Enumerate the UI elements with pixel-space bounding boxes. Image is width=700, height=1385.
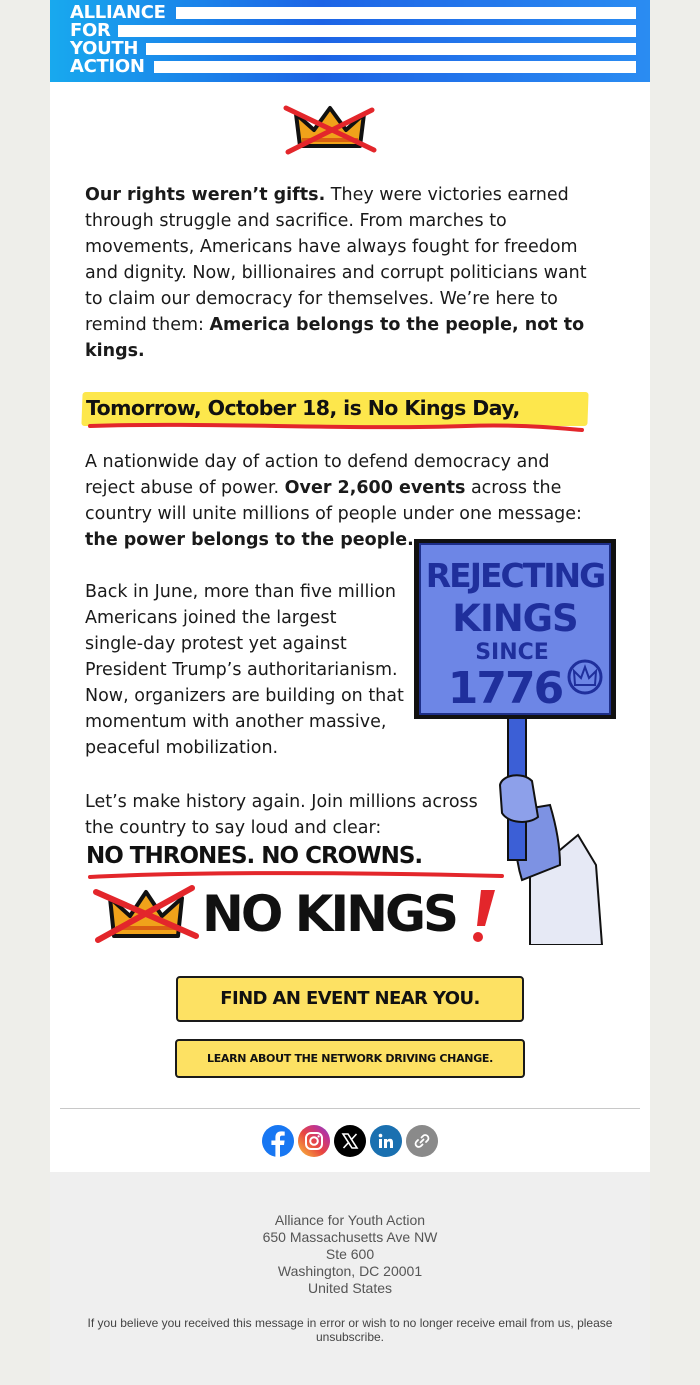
june-text: Back in June, more than five million [85,582,397,602]
intro-paragraph [85,182,587,364]
june-text: President Trump’s authoritarianism. [85,660,398,680]
action-text: reject abuse of power. [85,478,285,498]
logo-text-line: ACTION [70,56,145,77]
unsubscribe-link[interactable]: unsubscribe. [315,1330,385,1344]
instagram-icon[interactable] [298,1125,330,1157]
logo-text-line: FOR [70,20,111,41]
intro-bold-text: America belongs to the people, not to [209,315,585,335]
june-text: Americans joined the largest [85,608,337,628]
history-text: the country to say loud and clear: [85,818,382,838]
intro-bold-text: kings. [85,341,145,361]
logo-text-line: YOUTH [70,38,139,59]
sign-text: REJECTING [425,556,605,595]
footer-legal-text: If you believe you received this message in error or wish to no longer receive email from us, please [87,1316,613,1330]
slogan-text: NO THRONES. NO CROWNS. [86,843,423,869]
footer-country: United States [307,1280,393,1296]
exclamation-mark [465,886,499,946]
header-banner [50,0,650,82]
logo-stripe [176,7,636,19]
facebook-icon[interactable] [262,1125,294,1157]
action-text: A nationwide day of action to defend democracy and [85,452,550,472]
x-icon[interactable] [334,1125,366,1157]
crossed-crown-icon [92,878,200,948]
intro-text: movements, Americans have always fought for freedom [85,237,578,257]
footer-suite: Ste 600 [325,1246,375,1262]
no-kings-title: NO KINGS [202,885,457,943]
action-bold-text: Over 2,600 events [284,478,466,498]
intro-text: and dignity. Now, billionaires and corrupt politicians want [85,263,587,283]
intro-text: through struggle and sacrifice. From marches to [85,211,507,231]
logo-stripe [154,61,636,73]
logo-text-line: ALLIANCE [70,2,166,23]
logo-stripe [118,25,636,37]
footer-org: Alliance for Youth Action [274,1212,426,1228]
headline-text: Tomorrow, October 18, is No Kings Day, [86,396,520,420]
sign-text: 1776 [447,663,563,714]
june-text: peaceful mobilization. [85,738,279,758]
link-icon[interactable] [406,1125,438,1157]
linkedin-icon[interactable] [370,1125,402,1157]
intro-bold-lead: Our rights weren’t gifts. [85,185,326,205]
action-text: country will unite millions of people under one message: [85,504,582,524]
footer-street: 650 Massachusetts Ave NW [262,1229,438,1245]
intro-text: They were victories earned [325,185,569,205]
email-body [50,0,650,1172]
intro-text: remind them: [85,315,210,335]
action-bold-text: the power belongs to the people. [85,530,414,550]
june-text: single-day protest yet against [85,634,347,654]
sign-text: KINGS [452,597,578,640]
june-paragraph [85,579,404,761]
june-text: Now, organizers are building on that [85,686,404,706]
logo-stripe [146,43,636,55]
action-text: across the [465,478,562,498]
email-footer [50,1172,650,1385]
sign-text: SINCE [475,640,549,665]
find-event-button[interactable]: FIND AN EVENT NEAR YOU. [176,976,524,1022]
learn-network-button[interactable]: LEARN ABOUT THE NETWORK DRIVING CHANGE. [175,1039,525,1078]
footer-city: Washington, DC 20001 [277,1263,423,1279]
intro-text: to claim our democracy for themselves. We’re here to [85,289,558,309]
history-text: Let’s make history again. Join millions across [85,792,478,812]
crossed-crown-icon [282,100,378,156]
divider [60,1108,640,1109]
june-text: momentum with another massive, [85,712,387,732]
